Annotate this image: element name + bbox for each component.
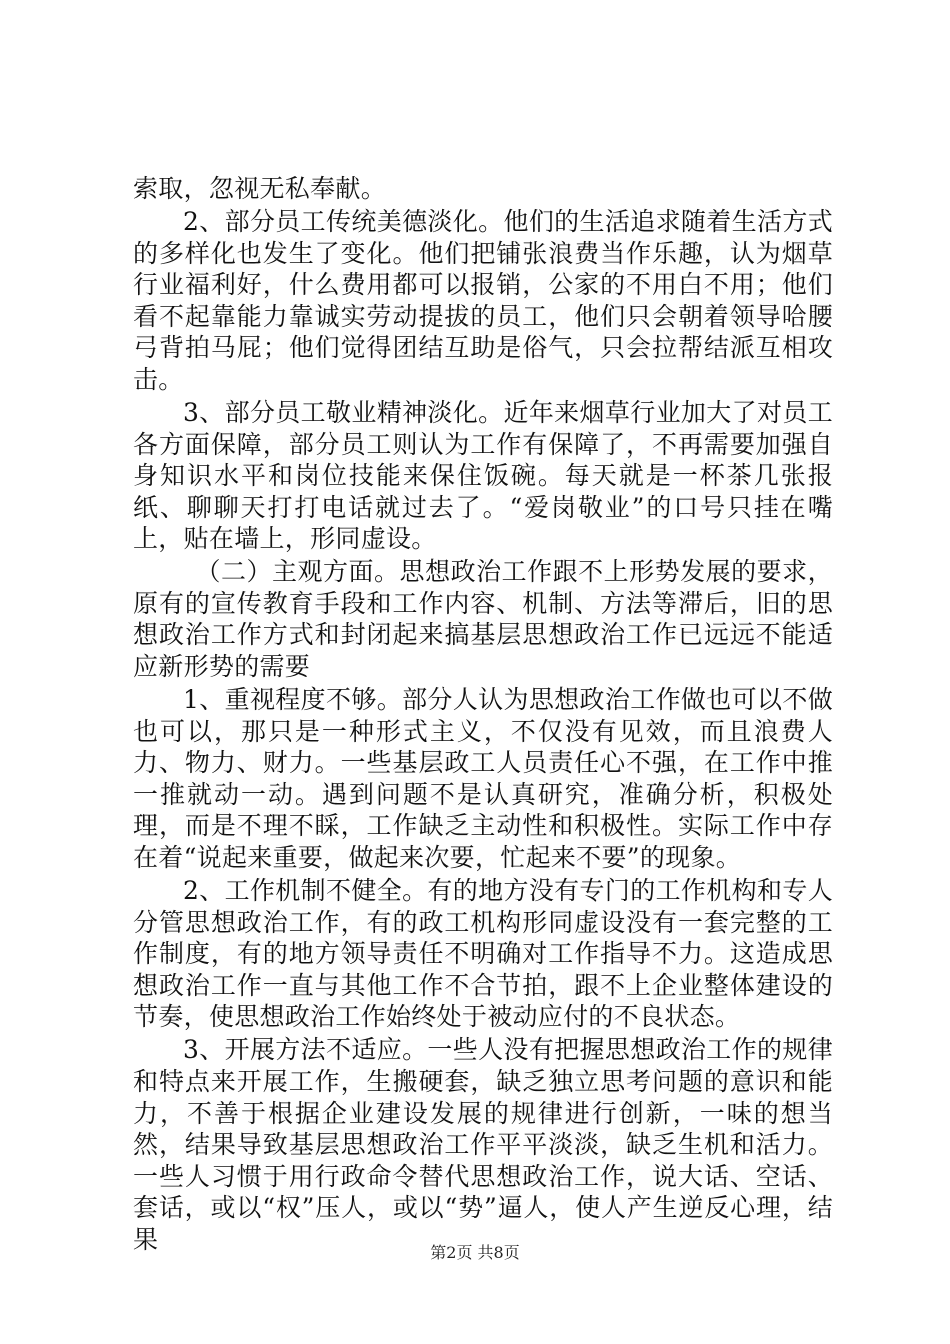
paragraph-continuation: 索取，忽视无私奉献。 [133, 174, 387, 203]
page-footer [0, 1240, 950, 1263]
paragraph-method-unsuitable: 3、开展方法不适应。一些人没有把握思想政治工作的规律和特点来开展工作，生搬硬套，缺乏独立思考问题的意识和能力，不善于根据企业建设发展的规律进行创新，一味的想当然，结果导致基层思想政治工作平平淡淡，缺乏生机和活力。一些人习惯于用行政命令替代思想政治工作，说大话、空话、套话，或以“权”压人，或以“势”逼人，使人产生逆反心理，结果 [133, 1035, 833, 1254]
paragraph-dedication-spirit: 3、部分员工敬业精神淡化。近年来烟草行业加大了对员工各方面保障，部分员工则认为工作有保障了，不再需要加强自身知识水平和岗位技能来保住饭碗。每天就是一杯茶几张报纸、聊聊天打打电话就过去了。“爱岗敬业”的口号只挂在嘴上，贴在墙上，形同虚设。 [133, 397, 833, 554]
document-body [133, 173, 833, 1257]
paragraph-insufficient-attention: 1、重视程度不够。部分人认为思想政治工作做也可以不做也可以，那只是一种形式主义，不仅没有见效，而且浪费人力、物力、财力。一些基层政工人员责任心不强，在工作中推一推就动一动。遇到问题不是认真研究，准确分析，积极处理，而是不理不睬，工作缺乏主动性和积极性。实际工作中存在着“说起来重要，做起来次要，忙起来不要”的现象。 [133, 685, 833, 873]
paragraph-traditional-virtue: 2、部分员工传统美德淡化。他们的生活追求随着生活方式的多样化也发生了变化。他们把铺张浪费当作乐趣，认为烟草行业福利好，什么费用都可以报销，公家的不用白不用；他们看不起靠能力靠诚实劳动提拔的员工，他们只会朝着领导哈腰弓背拍马屁；他们觉得团结互助是俗气，只会拉帮结派互相攻击。 [133, 206, 833, 394]
page-number-label: 第2页 共8页 [430, 1243, 520, 1262]
paragraph-work-mechanism: 2、工作机制不健全。有的地方没有专门的工作机构和专人分管思想政治工作，有的政工机构形同虚设没有一套完整的工作制度，有的地方领导责任不明确对工作指导不力。这造成思想政治工作一直与其他工作不合节拍，跟不上企业整体建设的节奏，使思想政治工作始终处于被动应付的不良状态。 [133, 876, 833, 1032]
paragraph-subjective-aspect: （二）主观方面。思想政治工作跟不上形势发展的要求，原有的宣传教育手段和工作内容、机制、方法等滞后，旧的思想政治工作方式和封闭起来搞基层思想政治工作已远远不能适应新形势的需要 [133, 557, 833, 682]
